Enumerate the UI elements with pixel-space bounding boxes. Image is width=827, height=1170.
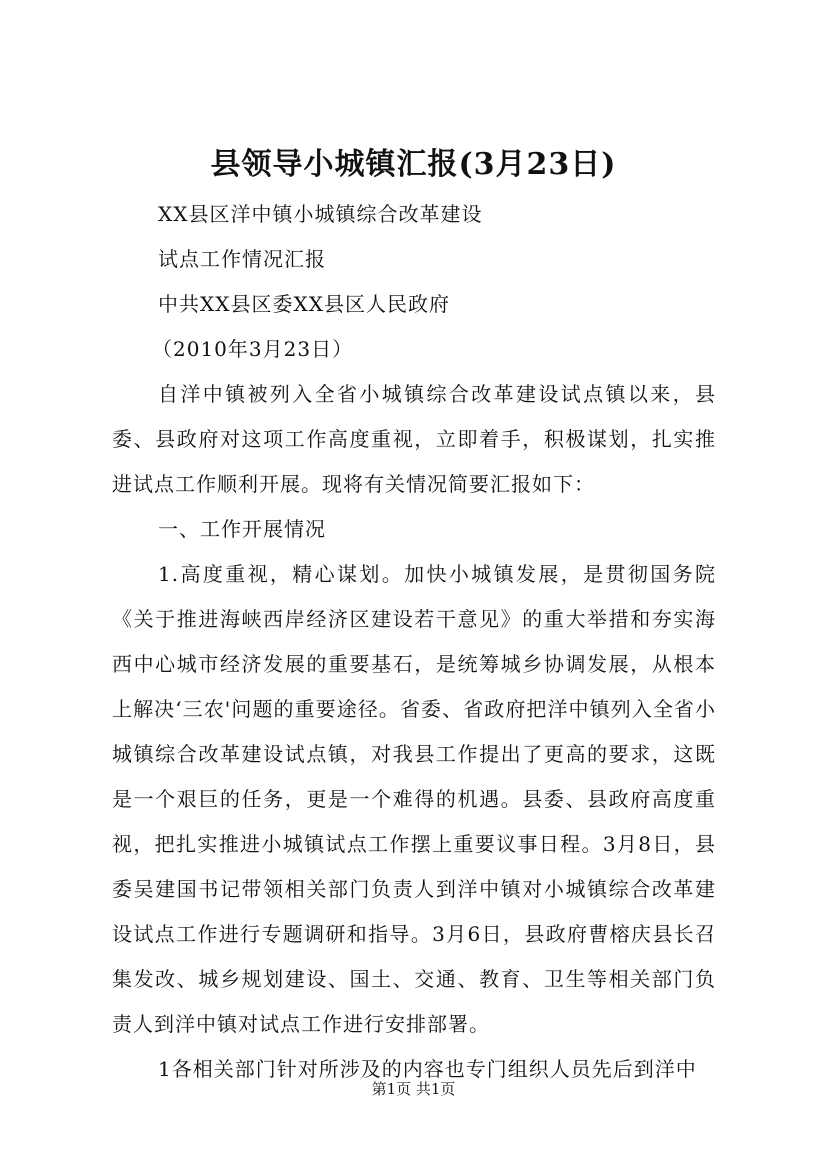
paragraph-section-1: 1.高度重视，精心谋划。加快小城镇发展，是贯彻国务院《关于推进海峡西岸经济区建设若干意见》的重大举措和夯实海西中心城市经济发展的重要基石，是统筹城乡协调发展，从根本上解决‘三农'问题的重要途径。省委、省政府把洋中镇列入全省小城镇综合改革建设试点镇，对我县工作提出了更高的要求，这既是一个艰巨的任务，更是一个难得的机遇。县委、县政府高度重视，把扎实推进小城镇试点工作摆上重要议事日程。3月8日，县委吴建国书记带领相关部门负责人到洋中镇对小城镇综合改革建设试点工作进行专题调研和指导。3月6日，县政府曹榕庆县长召集发改、城乡规划建设、国土、交通、教育、卫生等相关部门负责人到洋中镇对试点工作进行安排部署。: [112, 562, 716, 1036]
paragraph-continued: 1各相关部门针对所涉及的内容也专门组织人员先后到洋中: [158, 1057, 697, 1081]
paragraph-issuer: 中共XX县区委XX县区人民政府: [158, 292, 450, 316]
document-title: 县领导小城镇汇报(3月23日): [210, 147, 617, 182]
document-body: [112, 192, 716, 1092]
paragraph-intro: 自洋中镇被列入全省小城镇综合改革建设试点镇以来，县委、县政府对这项工作高度重视，立即着手，积极谋划，扎实推进试点工作顺利开展。现将有关情况简要汇报如下：: [112, 382, 716, 496]
paragraph-heading-line-1: XX县区洋中镇小城镇综合改革建设: [158, 202, 483, 226]
paragraph-heading-line-2: 试点工作情况汇报: [158, 247, 326, 271]
page-footer: 第1页 共1页: [371, 1080, 456, 1098]
paragraph-date: （2010年3月23日）: [152, 337, 354, 361]
section-heading: 一、工作开展情况: [158, 517, 326, 541]
